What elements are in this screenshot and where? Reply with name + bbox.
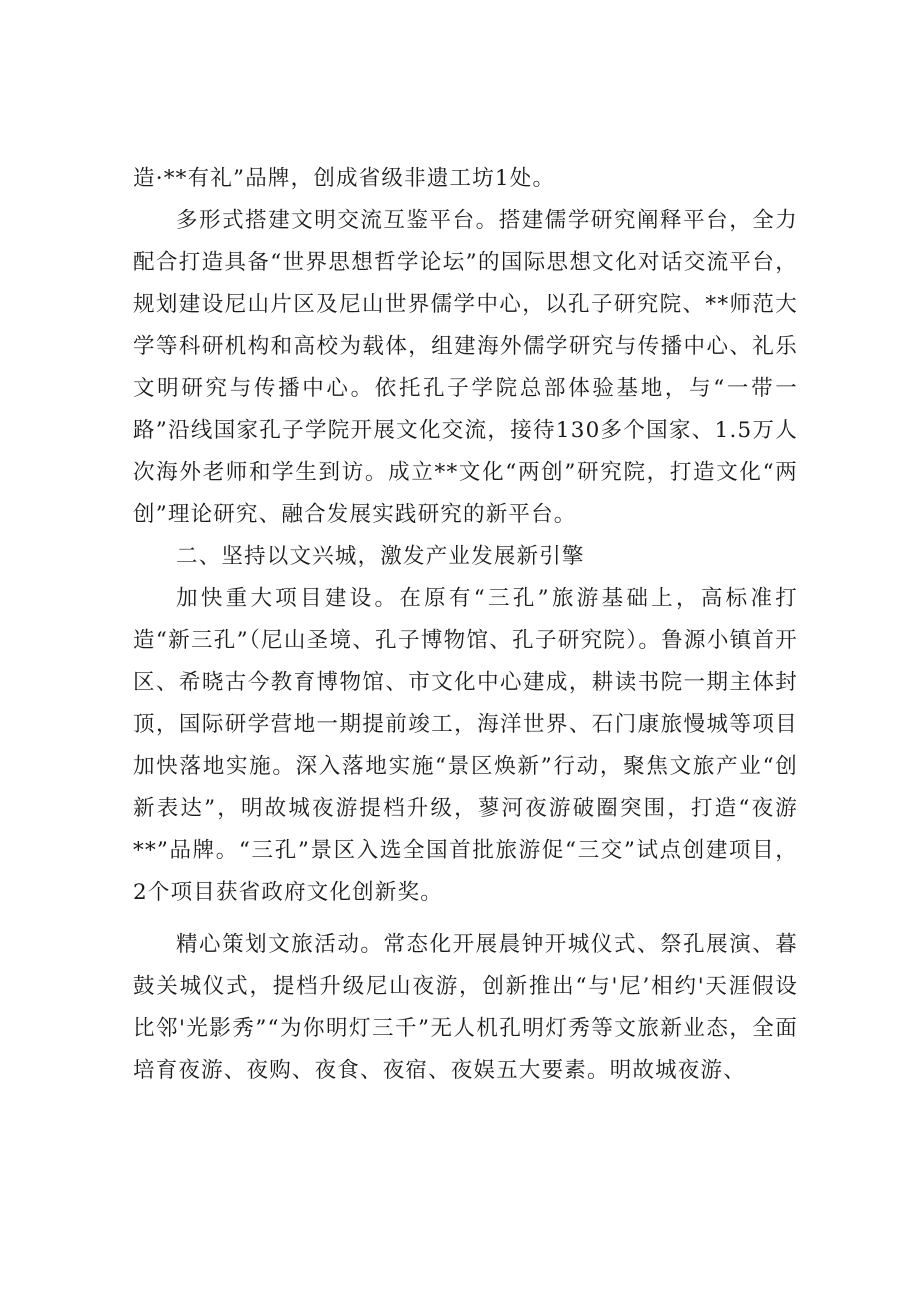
section-heading: 二、坚持以文兴城，激发产业发展新引擎 [176,544,585,569]
paragraph-exchange-platform: 多形式搭建文明交流互鉴平台。搭建儒学研究阐释平台，全力配合打造具备“世界思想哲学论坛”的国际思想文化对话交流平台，规划建设尼山片区及尼山世界儒学中心，以孔子研究院、**师范大学等科研机构和高校为载体，组建海外儒学研究与传播中心、礼乐文明研究与传播中心。依托孔子学院总部体验基地，与“一带一路”沿线国家孔子学院开展文化交流，接待130多个国家、1.5万人次海外老师和学生到访。成立**文化“两创”研究院，打造文化“两创”理论研究、融合发展实践研究的新平台。 [133,208,798,527]
paragraph-major-projects: 加快重大项目建设。在原有“三孔”旅游基础上，高标准打造“新三孔”（尼山圣境、孔子博物馆、孔子研究院）。鲁源小镇首开区、希晓古今教育博物馆、市文化中心建成，耕读书院一期主体封顶，国际研学营地一期提前竣工，海洋世界、石门康旅慢城等项目加快落地实施。深入落地实施“景区焕新”行动，聚焦文旅产业“创新表达”，明故城夜游提档升级，蓼河夜游破圈突围，打造“夜游**”品牌。“三孔”景区入选全国首批旅游促“三交”试点创建项目，2个项目获省政府文化创新奖。 [133,586,798,905]
paragraph-tourism-activities: 精心策划文旅活动。常态化开展晨钟开城仪式、祭孔展演、暮鼓关城仪式，提档升级尼山夜游，创新推出“与'尼’相约'天涯假设比邻'光影秀”“为你明灯三千”无人机孔明灯秀等文旅新业态，全面培育夜游、夜购、夜食、夜宿、夜娱五大要素。明故城夜游、 [133,932,798,1083]
paragraph-continuation: 造·**有礼”品牌，创成省级非遗工坊1处。 [133,166,556,191]
document-body [133,158,798,1092]
